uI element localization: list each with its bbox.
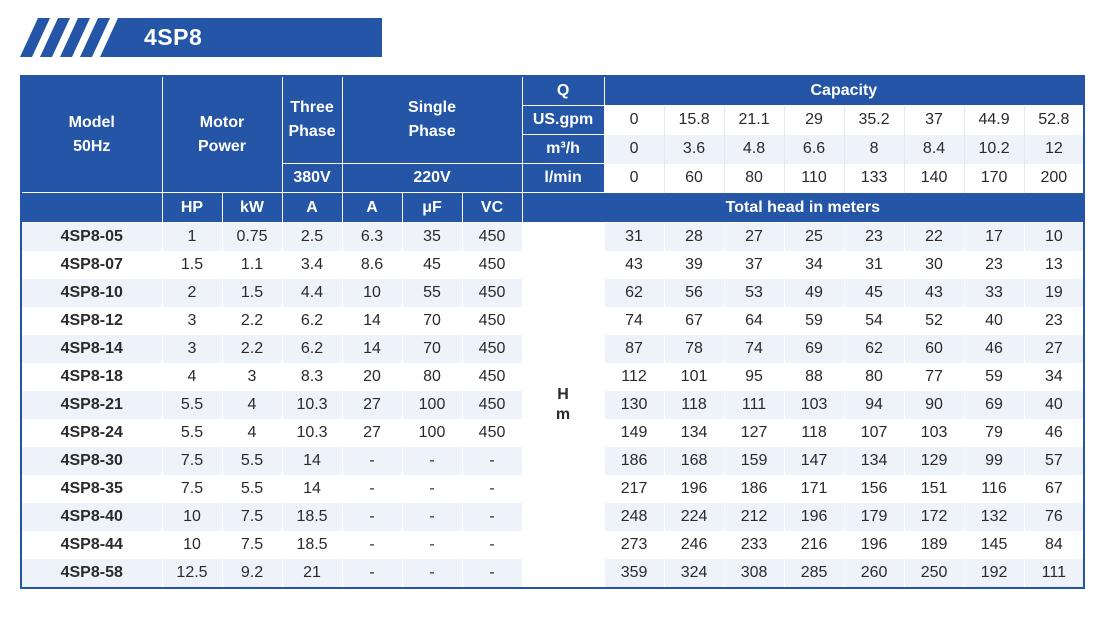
spec-cell: 27 <box>342 391 402 419</box>
head-cell: 22 <box>904 223 964 252</box>
unit-usgpm: US.gpm <box>522 106 604 135</box>
head-cell: 40 <box>1024 391 1084 419</box>
capacity-header: Capacity <box>604 76 1084 106</box>
capacity-value: 80 <box>724 164 784 193</box>
spec-cell: 5.5 <box>222 475 282 503</box>
head-cell: 134 <box>844 447 904 475</box>
head-cell: 27 <box>724 223 784 252</box>
spec-cell: - <box>342 531 402 559</box>
spec-cell: 9.2 <box>222 559 282 588</box>
head-cell: 30 <box>904 251 964 279</box>
capacity-value: 4.8 <box>724 135 784 164</box>
spec-cell: 80 <box>402 363 462 391</box>
head-cell: 90 <box>904 391 964 419</box>
head-cell: 23 <box>1024 307 1084 335</box>
spec-cell: 7.5 <box>162 475 222 503</box>
capacity-value: 37 <box>904 106 964 135</box>
head-cell: 84 <box>1024 531 1084 559</box>
model-cell: 4SP8-44 <box>21 531 162 559</box>
spec-cell: 1.1 <box>222 251 282 279</box>
head-cell: 67 <box>1024 475 1084 503</box>
model-cell: 4SP8-05 <box>21 223 162 252</box>
head-cell: 49 <box>784 279 844 307</box>
head-cell: 145 <box>964 531 1024 559</box>
spec-cell: 2.2 <box>222 335 282 363</box>
head-cell: 64 <box>724 307 784 335</box>
head-cell: 186 <box>724 475 784 503</box>
spec-cell: 27 <box>342 419 402 447</box>
head-cell: 101 <box>664 363 724 391</box>
title-banner <box>20 18 382 57</box>
head-cell: 186 <box>604 447 664 475</box>
head-cell: 118 <box>784 419 844 447</box>
head-cell: 129 <box>904 447 964 475</box>
voltage-220v: 220V <box>342 164 522 193</box>
spec-cell: 1.5 <box>162 251 222 279</box>
spec-cell: 14 <box>342 307 402 335</box>
spec-table <box>20 75 1085 589</box>
spec-cell: - <box>342 559 402 588</box>
subheader-blank <box>21 193 162 223</box>
capacity-value: 140 <box>904 164 964 193</box>
spec-cell: 450 <box>462 223 522 252</box>
capacity-value: 12 <box>1024 135 1084 164</box>
head-cell: 67 <box>664 307 724 335</box>
head-cell: 13 <box>1024 251 1084 279</box>
head-cell: 103 <box>784 391 844 419</box>
capacity-value: 200 <box>1024 164 1084 193</box>
model-cell: 4SP8-07 <box>21 251 162 279</box>
head-cell: 43 <box>904 279 964 307</box>
head-cell: 37 <box>724 251 784 279</box>
col-hp: HP <box>162 193 222 223</box>
model-cell: 4SP8-30 <box>21 447 162 475</box>
spec-cell: 450 <box>462 307 522 335</box>
head-cell: 77 <box>904 363 964 391</box>
head-cell: 88 <box>784 363 844 391</box>
head-cell: 250 <box>904 559 964 588</box>
spec-cell: 2.5 <box>282 223 342 252</box>
head-cell: 103 <box>904 419 964 447</box>
capacity-value: 21.1 <box>724 106 784 135</box>
capacity-value: 15.8 <box>664 106 724 135</box>
spec-cell: 10 <box>342 279 402 307</box>
head-cell: 273 <box>604 531 664 559</box>
spec-cell: 7.5 <box>222 503 282 531</box>
spec-cell: - <box>462 475 522 503</box>
spec-cell: 3 <box>162 335 222 363</box>
head-cell: 260 <box>844 559 904 588</box>
head-cell: 130 <box>604 391 664 419</box>
spec-cell: 1 <box>162 223 222 252</box>
head-cell: 179 <box>844 503 904 531</box>
col-kw: kW <box>222 193 282 223</box>
spec-cell: 0.75 <box>222 223 282 252</box>
spec-cell: - <box>462 503 522 531</box>
head-cell: 116 <box>964 475 1024 503</box>
head-cell: 69 <box>964 391 1024 419</box>
spec-cell: 450 <box>462 279 522 307</box>
three-phase-header <box>282 76 342 164</box>
head-cell: 248 <box>604 503 664 531</box>
capacity-value: 0 <box>604 164 664 193</box>
capacity-value: 6.6 <box>784 135 844 164</box>
head-cell: 132 <box>964 503 1024 531</box>
q-header: Q <box>522 76 604 106</box>
spec-cell: - <box>342 447 402 475</box>
model-cell: 4SP8-58 <box>21 559 162 588</box>
head-cell: 46 <box>1024 419 1084 447</box>
spec-cell: 450 <box>462 335 522 363</box>
head-cell: 151 <box>904 475 964 503</box>
model-cell: 4SP8-10 <box>21 279 162 307</box>
head-cell: 54 <box>844 307 904 335</box>
spec-cell: 4.4 <box>282 279 342 307</box>
spec-cell: 35 <box>402 223 462 252</box>
head-cell: 62 <box>604 279 664 307</box>
spec-cell: 450 <box>462 363 522 391</box>
model-cell: 4SP8-12 <box>21 307 162 335</box>
head-cell: 156 <box>844 475 904 503</box>
head-cell: 33 <box>964 279 1024 307</box>
spec-cell: - <box>342 475 402 503</box>
col-capacitor-vc: VC <box>462 193 522 223</box>
head-cell: 25 <box>784 223 844 252</box>
head-cell: 19 <box>1024 279 1084 307</box>
head-cell: 53 <box>724 279 784 307</box>
head-cell: 308 <box>724 559 784 588</box>
spec-cell: - <box>462 447 522 475</box>
unit-lmin: l/min <box>522 164 604 193</box>
spec-cell: 450 <box>462 251 522 279</box>
spec-cell: 10 <box>162 531 222 559</box>
head-cell: 59 <box>964 363 1024 391</box>
capacity-value: 10.2 <box>964 135 1024 164</box>
model-cell: 4SP8-21 <box>21 391 162 419</box>
head-cell: 69 <box>784 335 844 363</box>
spec-cell: 1.5 <box>222 279 282 307</box>
spec-cell: 14 <box>342 335 402 363</box>
head-cell: 95 <box>724 363 784 391</box>
head-cell: 31 <box>844 251 904 279</box>
spec-cell: 18.5 <box>282 503 342 531</box>
head-cell: 79 <box>964 419 1024 447</box>
spec-cell: 6.2 <box>282 307 342 335</box>
head-cell: 23 <box>844 223 904 252</box>
spec-cell: 7.5 <box>222 531 282 559</box>
head-cell: 111 <box>724 391 784 419</box>
capacity-value: 0 <box>604 106 664 135</box>
spec-cell: 18.5 <box>282 531 342 559</box>
head-cell: 10 <box>1024 223 1084 252</box>
spec-cell: 21 <box>282 559 342 588</box>
unit-m3h: m³/h <box>522 135 604 164</box>
capacity-value: 44.9 <box>964 106 1024 135</box>
single-phase-header <box>342 76 522 164</box>
spec-cell: 4 <box>222 391 282 419</box>
spec-cell: 8.6 <box>342 251 402 279</box>
col-amps-single: A <box>342 193 402 223</box>
decorative-stripes-icon <box>20 18 130 57</box>
head-unit-h: H <box>557 386 569 403</box>
spec-cell: 4 <box>222 419 282 447</box>
head-cell: 359 <box>604 559 664 588</box>
head-cell: 233 <box>724 531 784 559</box>
spec-cell: 8.3 <box>282 363 342 391</box>
spec-cell: 450 <box>462 391 522 419</box>
head-cell: 127 <box>724 419 784 447</box>
spec-cell: 4 <box>162 363 222 391</box>
spec-cell: 5.5 <box>162 419 222 447</box>
head-cell: 196 <box>664 475 724 503</box>
model-cell: 4SP8-14 <box>21 335 162 363</box>
spec-cell: 14 <box>282 447 342 475</box>
head-cell: 74 <box>724 335 784 363</box>
head-unit-m: m <box>555 406 571 423</box>
spec-cell: 3 <box>162 307 222 335</box>
spec-cell: - <box>402 447 462 475</box>
spec-cell: 450 <box>462 419 522 447</box>
model-cell: 4SP8-40 <box>21 503 162 531</box>
head-cell: 23 <box>964 251 1024 279</box>
spec-cell: 70 <box>402 307 462 335</box>
three-phase-line1: Three <box>290 99 334 116</box>
head-cell: 34 <box>784 251 844 279</box>
head-cell: 52 <box>904 307 964 335</box>
single-phase-line1: Single <box>408 99 457 116</box>
subheader-row <box>21 193 1084 223</box>
spec-cell: 3 <box>222 363 282 391</box>
model-cell: 4SP8-18 <box>21 363 162 391</box>
capacity-value: 133 <box>844 164 904 193</box>
spec-cell: 10.3 <box>282 391 342 419</box>
capacity-value: 60 <box>664 164 724 193</box>
spec-cell: 6.2 <box>282 335 342 363</box>
model-cell: 4SP8-24 <box>21 419 162 447</box>
spec-cell: 3.4 <box>282 251 342 279</box>
head-cell: 149 <box>604 419 664 447</box>
head-cell: 31 <box>604 223 664 252</box>
head-cell: 87 <box>604 335 664 363</box>
head-cell: 43 <box>604 251 664 279</box>
head-cell: 324 <box>664 559 724 588</box>
capacity-value: 8 <box>844 135 904 164</box>
head-cell: 94 <box>844 391 904 419</box>
spec-cell: 2 <box>162 279 222 307</box>
head-cell: 74 <box>604 307 664 335</box>
head-cell: 39 <box>664 251 724 279</box>
table-row <box>21 223 1084 252</box>
spec-cell: 10 <box>162 503 222 531</box>
spec-cell: - <box>462 559 522 588</box>
head-cell: 212 <box>724 503 784 531</box>
head-cell: 107 <box>844 419 904 447</box>
spec-cell: 10.3 <box>282 419 342 447</box>
spec-cell: 70 <box>402 335 462 363</box>
spec-cell: 2.2 <box>222 307 282 335</box>
head-cell: 171 <box>784 475 844 503</box>
capacity-value: 35.2 <box>844 106 904 135</box>
spec-cell: 7.5 <box>162 447 222 475</box>
head-cell: 196 <box>844 531 904 559</box>
head-cell: 34 <box>1024 363 1084 391</box>
spec-cell: 12.5 <box>162 559 222 588</box>
head-cell: 80 <box>844 363 904 391</box>
head-cell: 196 <box>784 503 844 531</box>
head-cell: 134 <box>664 419 724 447</box>
head-cell: 111 <box>1024 559 1084 588</box>
head-cell: 112 <box>604 363 664 391</box>
spec-cell: - <box>402 475 462 503</box>
spec-cell: 14 <box>282 475 342 503</box>
head-unit-label <box>522 223 604 589</box>
head-cell: 46 <box>964 335 1024 363</box>
head-cell: 56 <box>664 279 724 307</box>
head-cell: 76 <box>1024 503 1084 531</box>
model-cell: 4SP8-35 <box>21 475 162 503</box>
total-head-header: Total head in meters <box>522 193 1084 223</box>
spec-cell: 6.3 <box>342 223 402 252</box>
motor-power-header <box>162 76 282 193</box>
head-cell: 246 <box>664 531 724 559</box>
head-cell: 216 <box>784 531 844 559</box>
spec-cell: 45 <box>402 251 462 279</box>
spec-cell: - <box>402 559 462 588</box>
head-cell: 17 <box>964 223 1024 252</box>
capacity-value: 3.6 <box>664 135 724 164</box>
head-cell: 172 <box>904 503 964 531</box>
model-header <box>21 76 162 193</box>
capacity-value: 0 <box>604 135 664 164</box>
motor-header-line1: Motor <box>199 113 245 131</box>
head-cell: 60 <box>904 335 964 363</box>
col-capacitor-uf: μF <box>402 193 462 223</box>
head-cell: 159 <box>724 447 784 475</box>
motor-header-line2: Power <box>198 137 247 155</box>
capacity-value: 110 <box>784 164 844 193</box>
spec-cell: - <box>462 531 522 559</box>
head-cell: 189 <box>904 531 964 559</box>
spec-cell: 100 <box>402 391 462 419</box>
head-cell: 27 <box>1024 335 1084 363</box>
capacity-value: 29 <box>784 106 844 135</box>
head-cell: 28 <box>664 223 724 252</box>
head-cell: 62 <box>844 335 904 363</box>
head-cell: 99 <box>964 447 1024 475</box>
capacity-value: 52.8 <box>1024 106 1084 135</box>
head-cell: 45 <box>844 279 904 307</box>
head-cell: 78 <box>664 335 724 363</box>
head-cell: 147 <box>784 447 844 475</box>
voltage-380v: 380V <box>282 164 342 193</box>
spec-cell: 5.5 <box>222 447 282 475</box>
spec-cell: 20 <box>342 363 402 391</box>
spec-cell: - <box>402 531 462 559</box>
head-cell: 168 <box>664 447 724 475</box>
head-cell: 118 <box>664 391 724 419</box>
spec-cell: 5.5 <box>162 391 222 419</box>
page-title: 4SP8 <box>144 24 203 50</box>
capacity-value: 170 <box>964 164 1024 193</box>
spec-cell: - <box>402 503 462 531</box>
head-cell: 285 <box>784 559 844 588</box>
head-cell: 57 <box>1024 447 1084 475</box>
spec-cell: 55 <box>402 279 462 307</box>
spec-cell: 100 <box>402 419 462 447</box>
capacity-value: 8.4 <box>904 135 964 164</box>
model-header-line2: 50Hz <box>73 137 111 155</box>
three-phase-line2: Phase <box>288 123 336 140</box>
col-amps-three: A <box>282 193 342 223</box>
head-cell: 192 <box>964 559 1024 588</box>
spec-cell: - <box>342 503 402 531</box>
head-cell: 40 <box>964 307 1024 335</box>
head-cell: 224 <box>664 503 724 531</box>
table-body <box>21 223 1084 589</box>
model-header-line1: Model <box>68 113 115 131</box>
single-phase-line2: Phase <box>408 123 456 140</box>
head-cell: 59 <box>784 307 844 335</box>
head-cell: 217 <box>604 475 664 503</box>
